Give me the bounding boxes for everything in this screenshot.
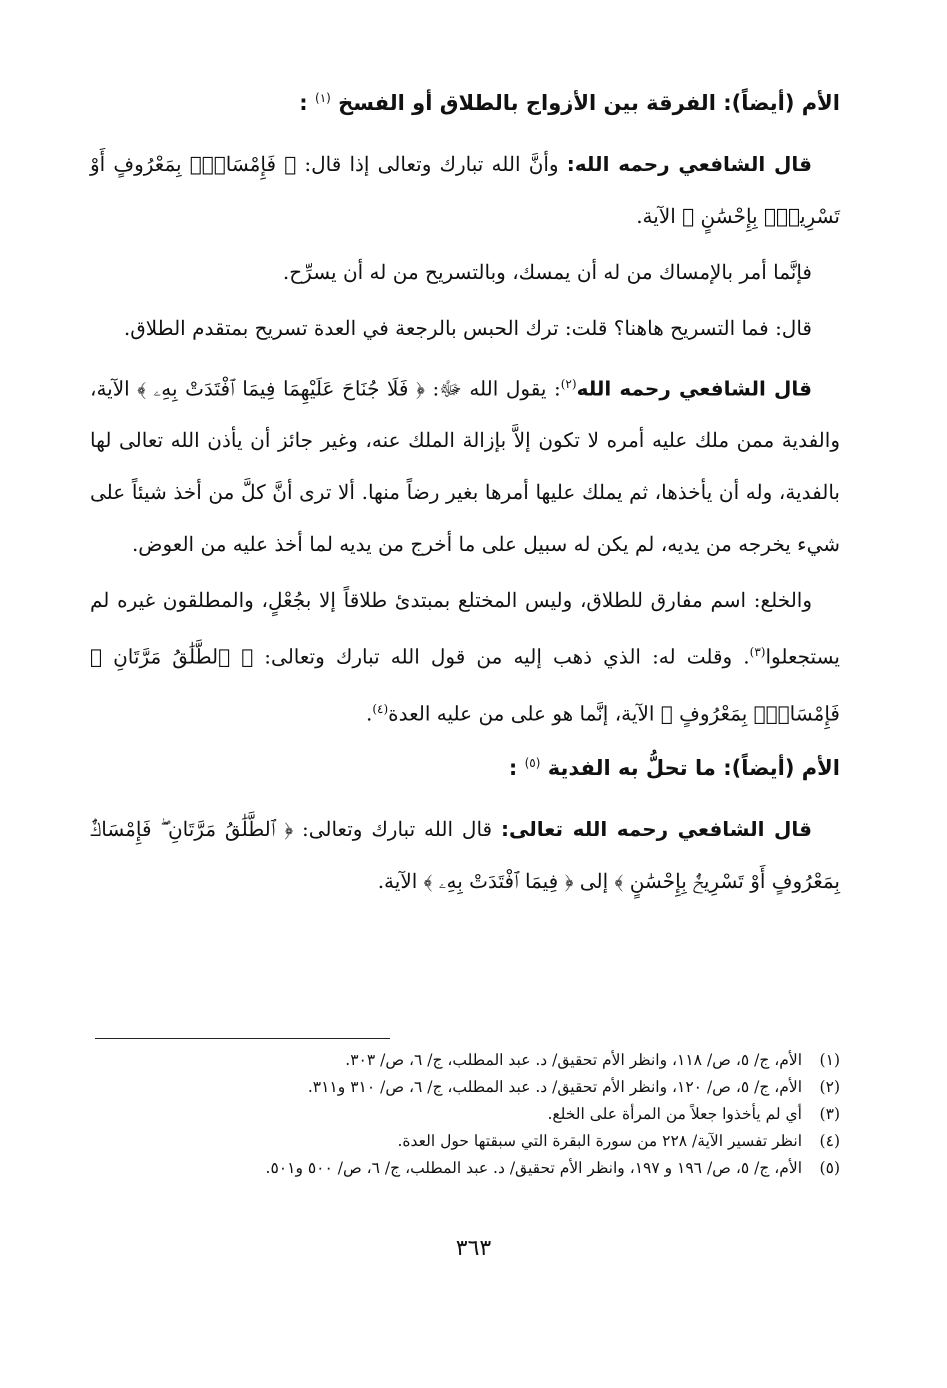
footnote-text: انظر تفسير الآية/ ٢٢٨ من سورة البقرة التي سبقتها حول العدة. bbox=[397, 1132, 802, 1150]
footnote-text: الأم، ج/ ٥، ص/ ١٢٠، وانظر الأم تحقيق/ د. عبد المطلب، ج/ ٦، ص/ ٣١٠ و٣١١. bbox=[307, 1078, 802, 1096]
heading-colon: : bbox=[508, 756, 518, 781]
footnote-number: (٤) bbox=[819, 1132, 840, 1150]
paragraph-4 bbox=[90, 358, 840, 571]
paragraph-text: . bbox=[365, 701, 373, 726]
paragraph-text: قال: فما التسريح هاهنا؟ قلت: ترك الحبس بالرجعة في العدة تسريح بمتقدم الطلاق. bbox=[123, 315, 812, 340]
footnote-number: (٥) bbox=[819, 1159, 840, 1177]
footnote-number: (١) bbox=[819, 1051, 840, 1069]
paragraph-text: والخلع: اسم مفارق للطلاق، وليس المختلع بمبتدئ طلاقاً إلا بجُعْلٍ، والمطلقون غيره لم يستجعلوا bbox=[90, 588, 840, 669]
section-heading-1 bbox=[90, 88, 840, 120]
footnote-text: أي لم يأخذوا جعلاً من المرأة على الخلع. bbox=[547, 1105, 802, 1123]
paragraph-5 bbox=[90, 574, 840, 739]
footnote-text: الأم، ج/ ٥، ص/ ١٩٦ و ١٩٧، وانظر الأم تحقيق/ د. عبد المطلب، ج/ ٦، ص/ ٥٠٠ و٥٠١. bbox=[265, 1159, 802, 1177]
speaker-label: قال الشافعي رحمه الله: bbox=[566, 151, 812, 176]
footnote-3 bbox=[90, 1101, 840, 1128]
paragraph-text: . وقلت له: الذي ذهب إليه من قول الله تبارك وتعالى: ﴿ ٱلطَّلَٰقُ مَرَّتَانِ ۖ فَإِمْسَاكٌۢ بِمَعْرُوفٍ ﴾ الآية، إنَّما هو على من عليه العدة bbox=[90, 644, 840, 726]
paragraph-text: : يقول الله ﷻ: ﴿ فَلَا جُنَاحَ عَلَيْهِمَا فِيمَا ٱفْتَدَتْ بِهِۦ ﴾ الآية، والفدية ممن ملك عليه أمره لا تكون إلاَّ بإزالة الملك عنه، وغير جائز أن يأذن الله تعالى لها بالفدية، وله أن يأخذها، ثم يملك عليها أمرها بغير رضاً منها. ألا ترى أنَّ كلَّ من أخذ شيئاً على شيء يخرجه من يديه، لم يكن له سبيل على ما أخرج من يديه لما أخذ عليه من العوض. bbox=[90, 376, 840, 557]
page-body bbox=[90, 88, 840, 911]
footnote-ref: (٤) bbox=[372, 701, 389, 716]
paragraph-text: وأنَّ الله تبارك وتعالى إذا قال: ﴿ فَإِمْسَاكٌۢ بِمَعْرُوفٍ أَوْ تَسْرِيحٌۢ بِإِحْسَٰنٍ ﴾ الآية. bbox=[90, 151, 840, 228]
speaker-label: قال الشافعي رحمه الله bbox=[576, 376, 812, 401]
footnote-text: الأم، ج/ ٥، ص/ ١١٨، وانظر الأم تحقيق/ د. عبد المطلب، ج/ ٦، ص/ ٣٠٣. bbox=[345, 1051, 802, 1069]
footnote-ref: (١) bbox=[315, 91, 331, 105]
footnote-4 bbox=[90, 1128, 840, 1155]
paragraph-text: فإنَّما أمر بالإمساك من له أن يمسك، وبالتسريح من له أن يسرِّح. bbox=[282, 259, 812, 284]
footnote-ref: (٥) bbox=[524, 756, 541, 771]
paragraph-1 bbox=[90, 138, 840, 242]
footnote-ref: (٢) bbox=[560, 376, 577, 391]
heading-text: الأم (أيضاً): ما تحلُّ به الفدية bbox=[547, 756, 840, 781]
footnote-number: (٣) bbox=[819, 1105, 840, 1123]
footnote-number: (٢) bbox=[819, 1078, 840, 1096]
paragraph-text: قال الله تبارك وتعالى: ﴿ ٱلطَّلَٰقُ مَرَّتَانِ ۖ فَإِمْسَاكٌۢ بِمَعْرُوفٍ أَوْ تَسْرِيحٌۢ بِإِحْسَٰنٍ ﴾ إلى ﴿ فِيمَا ٱفْتَدَتْ بِهِۦ ﴾ الآية. bbox=[90, 816, 840, 893]
footnote-1 bbox=[90, 1047, 840, 1074]
speaker-label: قال الشافعي رحمه الله تعالى: bbox=[501, 816, 812, 841]
footnote-ref: (٣) bbox=[749, 645, 766, 660]
footnotes bbox=[90, 1038, 840, 1182]
footnote-separator bbox=[95, 1038, 390, 1039]
heading-text: الأم (أيضاً): الفرقة بين الأزواج بالطلاق أو الفسخ bbox=[338, 91, 840, 115]
footnote-5 bbox=[90, 1155, 840, 1182]
paragraph-6 bbox=[90, 803, 840, 907]
heading-colon: : bbox=[299, 91, 308, 115]
footnote-2 bbox=[90, 1074, 840, 1101]
page-number: ٣٦٣ bbox=[455, 1236, 492, 1261]
section-heading-2 bbox=[90, 753, 840, 785]
paragraph-2 bbox=[90, 246, 840, 298]
paragraph-3 bbox=[90, 302, 840, 354]
